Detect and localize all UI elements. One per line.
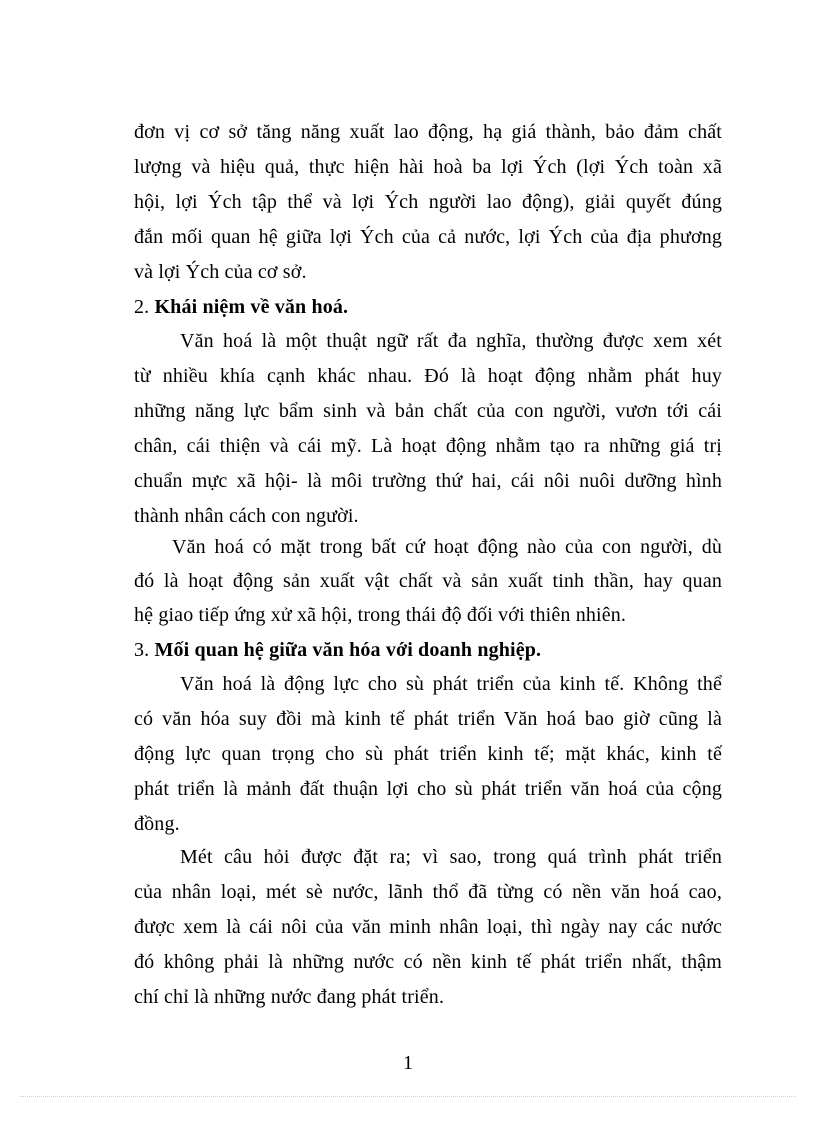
section-heading-text: Mối quan hệ giữa văn hóa với doanh nghiệp. bbox=[154, 639, 542, 661]
paragraph-line: đó là hoạt động sản xuất vật chất và sản xuất tinh thần, hay quan bbox=[134, 570, 722, 592]
paragraph-line: động lực quan trọng cho sù phát triển kinh tế; mặt khác, kinh tế bbox=[134, 743, 722, 765]
paragraph-line: Văn hoá có mặt trong bất cứ hoạt động nào của con người, dù bbox=[172, 536, 722, 558]
paragraph-line: đơn vị cơ sở tăng năng xuất lao động, hạ giá thành, bảo đảm chất bbox=[134, 121, 722, 143]
paragraph-line: lượng và hiệu quả, thực hiện hài hoà ba lợi Ých (lợi Ých toàn xã bbox=[134, 156, 722, 178]
paragraph-line: được xem là cái nôi của văn minh nhân loại, thì ngày nay các nước bbox=[134, 916, 722, 938]
paragraph-line: những năng lực bẩm sinh và bản chất của con người, vươn tới cái bbox=[134, 400, 722, 422]
paragraph-line: phát triển là mảnh đất thuận lợi cho sù phát triển văn hoá của cộng bbox=[134, 778, 722, 800]
paragraph-line: Văn hoá là động lực cho sù phát triển của kinh tế. Không thể bbox=[180, 673, 722, 695]
paragraph-line: Mét câu hỏi được đặt ra; vì sao, trong quá trình phát triển bbox=[180, 846, 722, 868]
paragraph-line: thành nhân cách con người. bbox=[134, 505, 359, 527]
page-bottom-divider bbox=[20, 1096, 796, 1097]
paragraph-line: hệ giao tiếp ứng xử xã hội, trong thái độ đối với thiên nhiên. bbox=[134, 604, 627, 626]
paragraph-line: đồng. bbox=[134, 813, 180, 835]
paragraph-line: và lợi Ých của cơ sở. bbox=[134, 261, 307, 283]
paragraph-line: đắn mối quan hệ giữa lợi Ých của cả nước, lợi Ých của địa phương bbox=[134, 226, 722, 248]
section-heading-number: 3. bbox=[134, 639, 150, 661]
section-heading bbox=[134, 633, 722, 667]
paragraph-line: có văn hóa suy đồi mà kinh tế phát triển Văn hoá bao giờ cũng là bbox=[134, 708, 722, 730]
section-heading-number: 2. bbox=[134, 296, 150, 318]
section-heading-text: Khái niệm về văn hoá. bbox=[154, 296, 349, 318]
paragraph-line: từ nhiều khía cạnh khác nhau. Đó là hoạt động nhằm phát huy bbox=[134, 365, 722, 387]
paragraph-line: chuẩn mực xã hội- là môi trường thứ hai, cái nôi nuôi dưỡng hình bbox=[134, 470, 722, 492]
page-number: 1 bbox=[403, 1052, 413, 1074]
section-heading bbox=[134, 290, 722, 324]
paragraph-line: của nhân loại, mét sè nước, lãnh thổ đã từng có nền văn hoá cao, bbox=[134, 881, 722, 903]
paragraph-line: Văn hoá là một thuật ngữ rất đa nghĩa, thường được xem xét bbox=[180, 330, 722, 352]
paragraph-line: chân, cái thiện và cái mỹ. Là hoạt động nhằm tạo ra những giá trị bbox=[134, 435, 722, 457]
paragraph-line: hội, lợi Ých tập thể và lợi Ých người lao động), giải quyết đúng bbox=[134, 191, 722, 213]
paragraph-line: đó không phải là những nước có nền kinh tế phát triển nhất, thậm bbox=[134, 951, 722, 973]
paragraph-line: chí chỉ là những nước đang phát triển. bbox=[134, 986, 445, 1008]
